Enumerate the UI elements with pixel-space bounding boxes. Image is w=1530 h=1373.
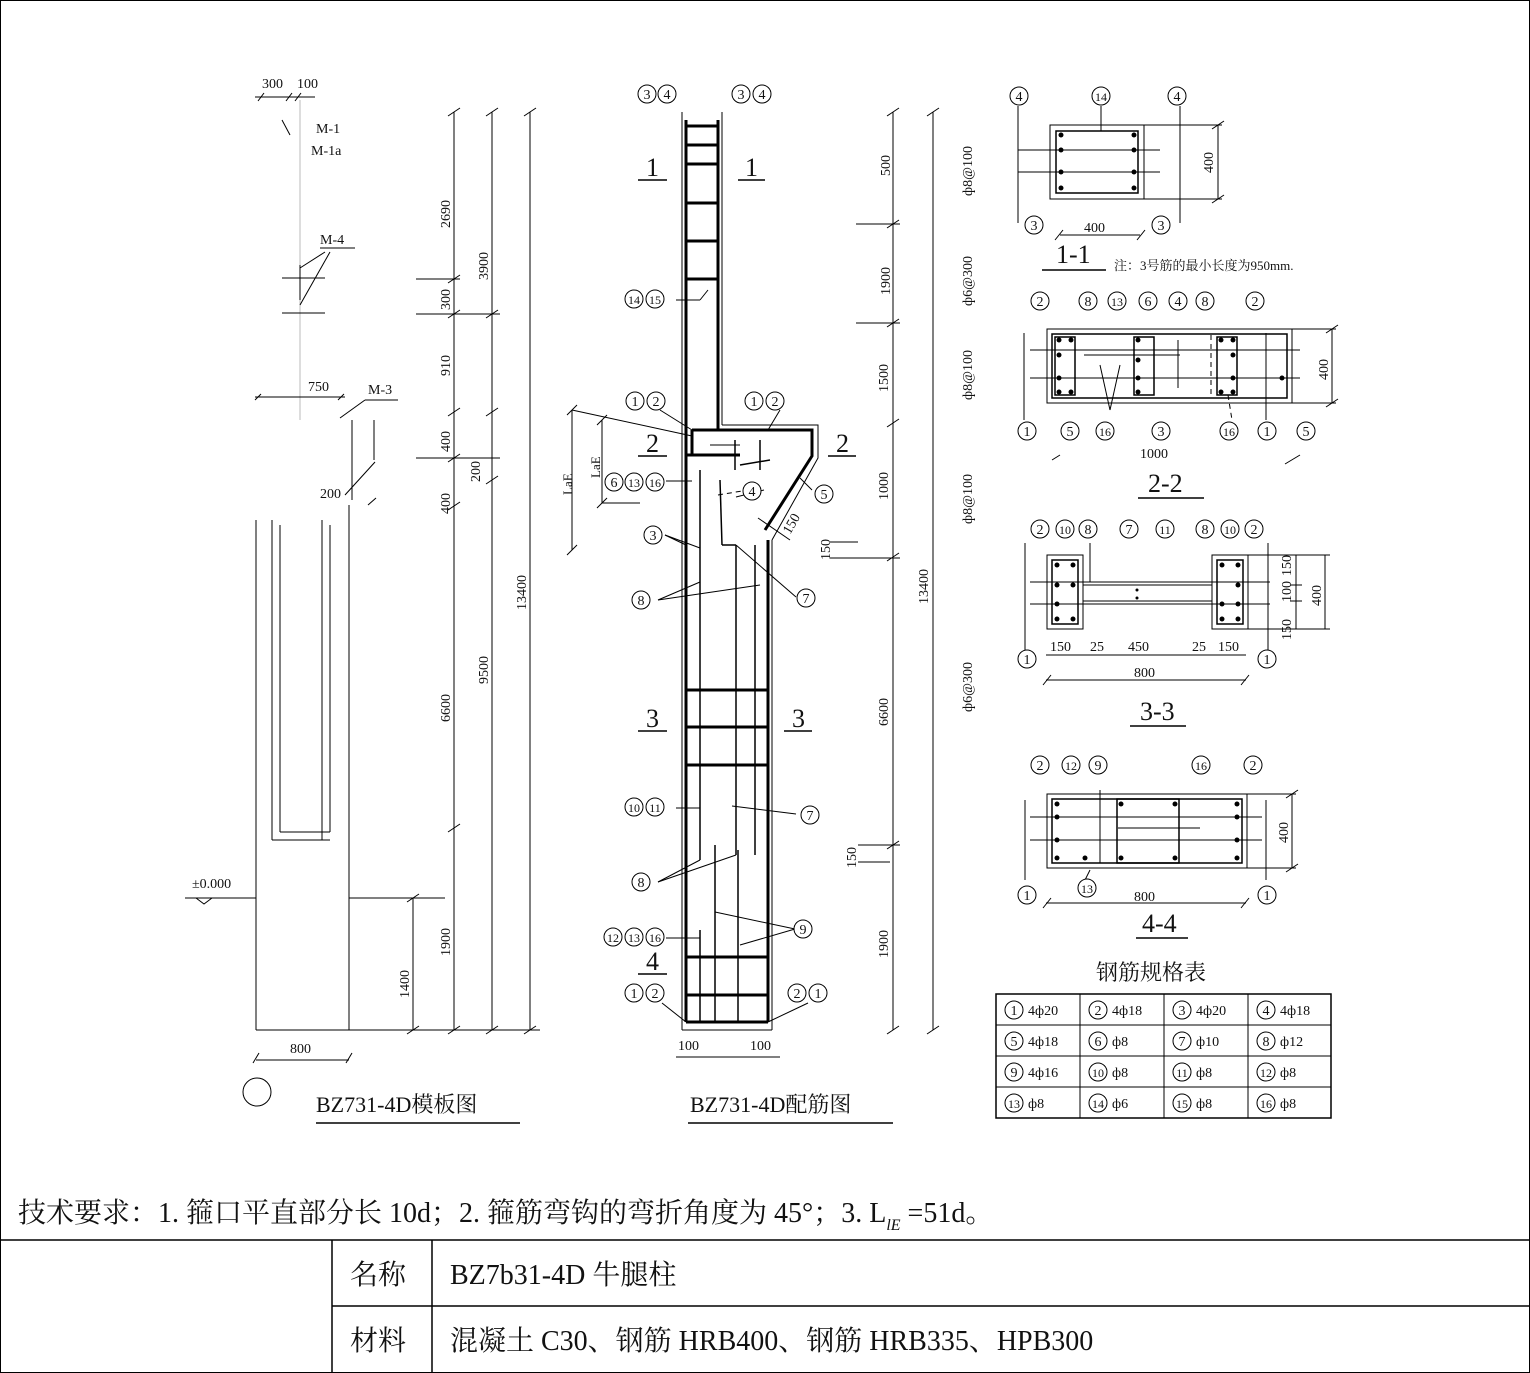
rebar-callout	[1244, 756, 1262, 774]
template-drawing	[185, 77, 540, 1123]
dim-750: 750	[308, 380, 329, 395]
rebar-callout-number: 10	[1224, 523, 1236, 537]
rebar-callout	[788, 984, 806, 1002]
material-label: 材料	[350, 1326, 407, 1357]
requirements-text: 技术要求：1. 箍口平直部分长 10d；2. 箍筋弯钩的弯折角度为 45°；3. L	[18, 1198, 887, 1229]
rebar-spec: ф8	[1196, 1097, 1213, 1112]
rebar-callout	[638, 85, 656, 103]
rebar-callout	[1062, 756, 1080, 774]
rebar-spec: 4ф18	[1028, 1035, 1059, 1050]
sec11-width: 400	[1084, 221, 1105, 236]
sec11-height: 400	[1202, 152, 1217, 173]
rebar-spec: 4ф18	[1280, 1004, 1311, 1019]
rebar-callout-number: 15	[1176, 1097, 1188, 1111]
rebar-callout	[745, 392, 763, 410]
rebar-callout	[1005, 1094, 1023, 1112]
rebar-callout	[1031, 756, 1049, 774]
rebar-callout-number: 1	[750, 395, 758, 410]
rebar-callout	[1173, 1094, 1191, 1112]
rebar-callout	[625, 984, 643, 1002]
rebar-spec: 4ф18	[1112, 1004, 1143, 1019]
rebar-callout-number: 16	[649, 931, 661, 945]
label-m1: M-1	[316, 122, 341, 137]
rebar-table	[996, 960, 1331, 1118]
rebar-callout-number: 4	[748, 485, 756, 500]
rebar-callout	[1120, 520, 1138, 538]
rebar-callout	[1169, 292, 1187, 310]
rebar-callout	[1018, 886, 1036, 904]
rebar-callout	[646, 798, 664, 816]
rebar-callout	[1152, 422, 1170, 440]
rebar-callout	[1056, 520, 1074, 538]
rebar-callout-number: 16	[1223, 425, 1235, 439]
rebar-callout-number: 3	[1178, 1004, 1186, 1019]
rebar-callout	[1297, 422, 1315, 440]
section-3-3	[1025, 543, 1330, 726]
dim-13400-r: 13400	[917, 569, 932, 604]
template-title: BZ731-4D模板图	[316, 1092, 478, 1117]
rebar-callout-number: 8	[1201, 523, 1209, 538]
stirrup-spacing-3: ф8@100	[961, 350, 976, 400]
rebar-callout	[1031, 292, 1049, 310]
rebar-callout	[1245, 520, 1263, 538]
rebar-callout	[1173, 1063, 1191, 1081]
rebar-callout	[604, 928, 622, 946]
rebar-spec: 4ф20	[1196, 1004, 1227, 1019]
dim-200-v: 200	[469, 461, 484, 482]
rebar-callout-number: 2	[1094, 1004, 1102, 1019]
rebar-callout	[753, 85, 771, 103]
sec33-height: 400	[1310, 585, 1325, 606]
rebar-callout	[605, 473, 623, 491]
rebar-callout	[815, 485, 833, 503]
rebar-spec: ф6	[1112, 1097, 1129, 1112]
rebar-callout-number: 1	[1023, 425, 1031, 440]
rebar-callout	[1089, 1032, 1107, 1050]
rebar-callout-number: 1	[1023, 889, 1031, 904]
rebar-callout-number: 16	[1195, 759, 1207, 773]
sec22-title: 2-2	[1148, 469, 1183, 498]
rebar-callout-number: 11	[1176, 1066, 1188, 1080]
rebar-callout-number: 5	[1066, 425, 1074, 440]
rebar-callout-number: 3	[1157, 219, 1165, 234]
rebar-callout-number: 1	[1263, 425, 1271, 440]
label-m4: M-4	[320, 233, 345, 248]
stirrup-spacing-4: ф8@100	[961, 474, 976, 524]
dim-6600: 6600	[439, 694, 454, 722]
rebar-callout	[632, 873, 650, 891]
rebar-callout	[1018, 422, 1036, 440]
dim-100-right: 100	[750, 1039, 771, 1054]
sec33-dim-150-right: 150	[1218, 640, 1239, 655]
rebar-callout-number: 6	[610, 476, 618, 491]
rebar-callout-number: 16	[649, 476, 661, 490]
rebar-callout-number: 2	[1250, 523, 1258, 538]
rebar-callout	[1168, 87, 1186, 105]
rebar-callout-number: 6	[1144, 295, 1152, 310]
dim-3900: 3900	[477, 252, 492, 280]
rebar-callout	[1010, 87, 1028, 105]
rebar-callout	[1156, 520, 1174, 538]
sec44-height: 400	[1277, 822, 1292, 843]
rebar-callout-number: 1	[1263, 653, 1271, 668]
rebar-callout-number: 12	[607, 931, 619, 945]
rebar-callout	[1196, 292, 1214, 310]
rebar-callout	[1258, 650, 1276, 668]
section-4-left: 4	[646, 947, 659, 976]
sec33-dim-25-left: 25	[1090, 640, 1104, 655]
rebar-spec: ф8	[1112, 1035, 1129, 1050]
section-3-left: 3	[646, 704, 659, 733]
rebar-callout	[1005, 1063, 1023, 1081]
requirements-formula: =51d。	[900, 1198, 994, 1229]
rebar-callout	[646, 984, 664, 1002]
rebar-callout	[1173, 1032, 1191, 1050]
rebar-callout	[794, 920, 812, 938]
rebar-callout-number: 2	[1251, 295, 1259, 310]
rebar-spec: ф8	[1280, 1066, 1297, 1081]
sec33-title: 3-3	[1140, 697, 1175, 726]
rebar-spec: ф8	[1196, 1066, 1213, 1081]
lae-label: LaE	[560, 473, 575, 495]
sec22-height: 400	[1317, 359, 1332, 380]
label-m3: M-3	[368, 383, 393, 398]
rebar-callout	[1257, 1094, 1275, 1112]
sec33-dim-450: 450	[1128, 640, 1149, 655]
lab-label: LaE	[588, 456, 603, 478]
rebar-spec: ф12	[1280, 1035, 1304, 1050]
dim-6600-r: 6600	[877, 698, 892, 726]
rebar-callout-number: 16	[1099, 425, 1111, 439]
rebar-callout	[625, 798, 643, 816]
sec22-width: 1000	[1140, 447, 1168, 462]
material-value: 混凝土 C30、钢筋 HRB400、钢筋 HRB335、HPB300	[450, 1326, 1094, 1357]
rebar-callout	[1089, 1094, 1107, 1112]
rebar-callout	[646, 473, 664, 491]
rebar-table-title: 钢筋规格表	[1096, 960, 1207, 985]
sheet-frame	[1, 1, 1530, 1373]
rebar-callout	[626, 392, 644, 410]
rebar-spec: 4ф20	[1028, 1004, 1059, 1019]
rebar-callout-number: 13	[1008, 1097, 1020, 1111]
rebar-callout-number: 8	[1084, 295, 1092, 310]
name-value: BZ7b31-4D 牛腿柱	[450, 1260, 677, 1291]
section-symbol-icon	[243, 1078, 271, 1106]
rebar-callout	[1246, 292, 1264, 310]
technical-requirements	[18, 1197, 993, 1234]
rebar-callout	[1152, 216, 1170, 234]
rebar-callout	[646, 290, 664, 308]
rebar-callout-number: 3	[643, 88, 651, 103]
rebar-callout-number: 13	[628, 931, 640, 945]
rebar-callout-number: 4	[1262, 1004, 1270, 1019]
rebar-callout	[625, 928, 643, 946]
rebar-callout-number: 4	[758, 88, 766, 103]
dim-2690: 2690	[439, 200, 454, 228]
section-1-1	[1018, 106, 1293, 273]
rebar-callout	[1257, 1063, 1275, 1081]
rebar-callouts	[604, 85, 1315, 1002]
rebar-callout	[632, 591, 650, 609]
dim-910: 910	[439, 355, 454, 376]
dim-150-b: 150	[845, 847, 860, 868]
rebar-callout	[644, 526, 662, 544]
rebar-spec: ф8	[1280, 1097, 1297, 1112]
rebar-callout	[1257, 1032, 1275, 1050]
rebar-title: BZ731-4D配筋图	[690, 1092, 852, 1117]
rebar-callout-number: 14	[1092, 1097, 1104, 1111]
rebar-callout	[732, 85, 750, 103]
rebar-callout	[1092, 87, 1110, 105]
rebar-callout	[1018, 650, 1036, 668]
rebar-callout-number: 8	[637, 876, 645, 891]
rebar-callout	[809, 984, 827, 1002]
rebar-callout-number: 9	[1094, 759, 1102, 774]
rebar-callout	[743, 482, 761, 500]
dim-1400: 1400	[398, 970, 413, 998]
rebar-callout-number: 2	[1036, 523, 1044, 538]
dim-800: 800	[290, 1042, 311, 1057]
rebar-callout	[1061, 422, 1079, 440]
dim-400-a: 400	[439, 431, 454, 452]
section-1-right: 1	[745, 153, 758, 182]
rebar-callout-number: 9	[799, 923, 807, 938]
rebar-callout	[1221, 520, 1239, 538]
rebar-callout	[801, 806, 819, 824]
rebar-callout-number: 2	[771, 395, 779, 410]
dim-200: 200	[320, 487, 341, 502]
dim-150-a: 150	[819, 539, 834, 560]
dim-1000: 1000	[877, 472, 892, 500]
dim-300-v: 300	[439, 289, 454, 310]
rebar-callout-number: 2	[1036, 295, 1044, 310]
rebar-callout-number: 3	[1030, 219, 1038, 234]
rebar-callout-number: 1	[630, 987, 638, 1002]
rebar-callout-number: 11	[1159, 523, 1171, 537]
dim-1900-top: 1900	[879, 267, 894, 295]
rebar-callout-number: 8	[1201, 295, 1209, 310]
rebar-callout	[1025, 216, 1043, 234]
rebar-callout-number: 3	[737, 88, 745, 103]
sec11-title: 1-1	[1056, 240, 1091, 269]
rebar-callout-number: 7	[1125, 523, 1133, 538]
rebar-callout-number: 1	[1263, 889, 1271, 904]
stirrup-spacing-2: ф6@300	[961, 256, 976, 306]
dim-1900: 1900	[439, 928, 454, 956]
rebar-spec: 4ф16	[1028, 1066, 1059, 1081]
stirrup-spacing-1: ф8@100	[961, 146, 976, 196]
rebar-callout-number: 8	[637, 594, 645, 609]
dim-400-b: 400	[439, 493, 454, 514]
sec44-title: 4-4	[1142, 909, 1177, 938]
dim-100-left: 100	[678, 1039, 699, 1054]
rebar-callout-number: 3	[649, 529, 657, 544]
title-block	[0, 1240, 1530, 1373]
rebar-callout	[1096, 422, 1114, 440]
rebar-callout-number: 16	[1260, 1097, 1272, 1111]
rebar-callout	[647, 392, 665, 410]
dim-1900-bottom: 1900	[877, 930, 892, 958]
rebar-callout-number: 10	[1059, 523, 1071, 537]
sec33-hdim-150-top: 150	[1280, 555, 1295, 576]
sec33-width: 800	[1134, 666, 1155, 681]
rebar-callout	[1031, 520, 1049, 538]
rebar-callout-number: 2	[652, 395, 660, 410]
rebar-callout	[1258, 422, 1276, 440]
sec44-width: 800	[1134, 890, 1155, 905]
dim-1500: 1500	[877, 364, 892, 392]
rebar-callout	[1220, 422, 1238, 440]
rebar-callout-number: 4	[663, 88, 671, 103]
rebar-callout-number: 1	[1023, 653, 1031, 668]
rebar-callout-number: 4	[1173, 90, 1181, 105]
rebar-callout-number: 14	[628, 293, 640, 307]
rebar-callout	[1079, 520, 1097, 538]
rebar-callout-number: 5	[1302, 425, 1310, 440]
rebar-callout	[1005, 1001, 1023, 1019]
rebar-callout	[625, 290, 643, 308]
label-m1a: M-1a	[311, 144, 342, 159]
sec33-dim-150-left: 150	[1050, 640, 1071, 655]
rebar-callout-number: 2	[651, 987, 659, 1002]
rebar-callout-number: 8	[1262, 1035, 1270, 1050]
rebar-callout-number: 7	[1178, 1035, 1186, 1050]
section-3-right: 3	[792, 704, 805, 733]
section-2-left: 2	[646, 429, 659, 458]
rebar-callout-number: 1	[631, 395, 639, 410]
rebar-callout-number: 4	[1015, 90, 1023, 105]
rebar-callout	[766, 392, 784, 410]
rebar-callout	[1257, 1001, 1275, 1019]
dim-13400: 13400	[515, 575, 530, 610]
section-2-2	[1024, 325, 1338, 498]
rebar-callout-number: 7	[802, 592, 810, 607]
rebar-callout-number: 5	[1010, 1035, 1018, 1050]
dim-300: 300	[262, 77, 283, 92]
rebar-callout	[1005, 1032, 1023, 1050]
rebar-spec: ф8	[1112, 1066, 1129, 1081]
rebar-callout-number: 2	[1249, 759, 1257, 774]
rebar-callout-number: 1	[1010, 1004, 1018, 1019]
rebar-callout	[1196, 520, 1214, 538]
rebar-callout	[1173, 1001, 1191, 1019]
rebar-callout	[646, 928, 664, 946]
rebar-drawing	[560, 108, 976, 1123]
sec11-note: 注：3号筋的最小长度为950mm.	[1114, 258, 1294, 273]
requirements-subscript: lE	[886, 1217, 901, 1234]
rebar-callout-number: 12	[1065, 759, 1077, 773]
dim-9500: 9500	[477, 656, 492, 684]
sec33-dim-25-right: 25	[1192, 640, 1206, 655]
rebar-callout-number: 5	[820, 488, 828, 503]
rebar-callout	[1078, 879, 1096, 897]
rebar-callout-number: 4	[1174, 295, 1182, 310]
rebar-callout-number: 13	[628, 476, 640, 490]
rebar-callout	[1192, 756, 1210, 774]
rebar-callout	[797, 589, 815, 607]
rebar-spec: ф8	[1028, 1097, 1045, 1112]
rebar-spec: ф10	[1196, 1035, 1220, 1050]
stirrup-spacing-5: ф6@300	[961, 662, 976, 712]
rebar-callout	[1258, 886, 1276, 904]
rebar-callout-number: 13	[1081, 882, 1093, 896]
rebar-callout	[1089, 1001, 1107, 1019]
rebar-callout-number: 3	[1157, 425, 1165, 440]
rebar-callout-number: 9	[1010, 1066, 1018, 1081]
section-2-right: 2	[836, 429, 849, 458]
rebar-callout-number: 12	[1260, 1066, 1272, 1080]
dim-150-corbel: 150	[780, 511, 804, 537]
elevation-label: ±0.000	[192, 877, 232, 892]
sec33-hdim-150-bottom: 150	[1280, 619, 1295, 640]
rebar-callout	[1089, 1063, 1107, 1081]
name-label: 名称	[350, 1260, 407, 1291]
rebar-callout-number: 15	[649, 293, 661, 307]
rebar-callout-number: 14	[1095, 90, 1107, 104]
rebar-callout-number: 7	[806, 809, 814, 824]
rebar-callout-number: 2	[1036, 759, 1044, 774]
section-1-left: 1	[646, 153, 659, 182]
rebar-callout-number: 2	[793, 987, 801, 1002]
rebar-callout-number: 10	[1092, 1066, 1104, 1080]
rebar-callout-number: 13	[1111, 295, 1123, 309]
rebar-callout	[1079, 292, 1097, 310]
rebar-callout-number: 1	[814, 987, 822, 1002]
rebar-callout	[658, 85, 676, 103]
rebar-callout	[1089, 756, 1107, 774]
dim-500: 500	[879, 155, 894, 176]
rebar-callout-number: 11	[649, 801, 661, 815]
rebar-callout-number: 6	[1094, 1035, 1102, 1050]
dim-100: 100	[297, 77, 318, 92]
rebar-callout-number: 8	[1084, 523, 1092, 538]
rebar-callout-number: 10	[628, 801, 640, 815]
rebar-callout	[1108, 292, 1126, 310]
rebar-callout	[1139, 292, 1157, 310]
rebar-callout	[625, 473, 643, 491]
section-4-4	[1025, 790, 1298, 938]
sec33-hdim-100: 100	[1280, 581, 1295, 602]
